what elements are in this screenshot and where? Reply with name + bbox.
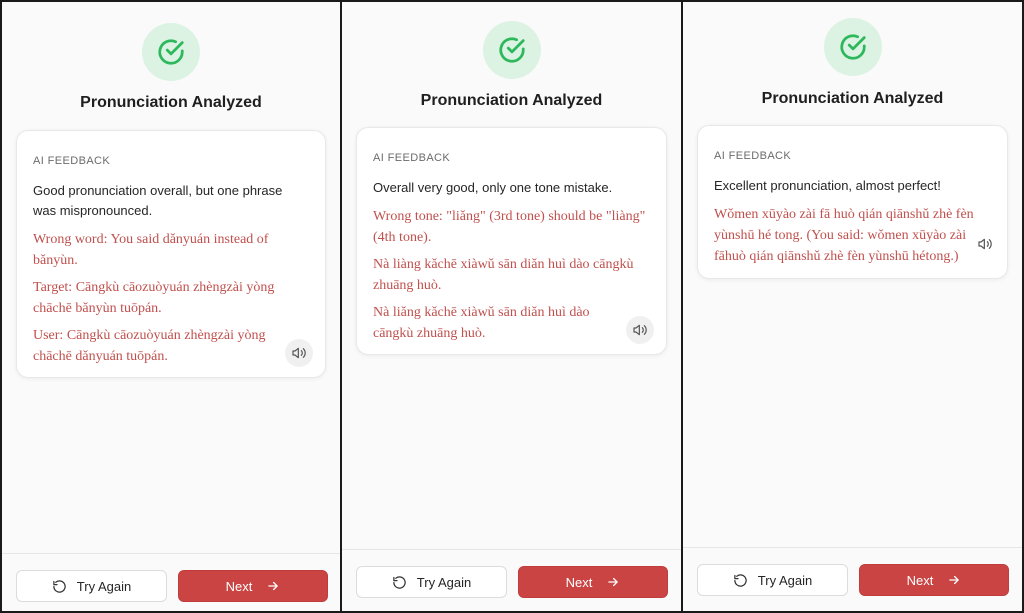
play-audio-button[interactable] (971, 230, 999, 258)
feedback-summary: Overall very good, only one tone mistake. (373, 180, 613, 195)
next-label: Next (565, 574, 593, 590)
feedback-detail: User: Cāngkù cāozuòyuán zhèngzài yòng chāchē dǎnyuán tuōpán. (33, 328, 266, 364)
success-badge (824, 18, 882, 76)
feedback-panel (0, 0, 342, 613)
arrow-right-icon (947, 573, 961, 587)
feedback-detail: Wǒmen xūyào zài fā huò qián qiānshǔ zhè fèn yùnshū hé tong. (You said: wǒmen xūyào zài fāhuò qián qiānshǔ zhè fèn yùnshū hétong.) (714, 207, 974, 264)
next-label: Next (225, 578, 253, 594)
try-again-button[interactable] (16, 570, 167, 602)
check-circle-icon (497, 35, 527, 65)
feedback-panel (340, 0, 683, 613)
feedback-card (356, 127, 667, 355)
feedback-panel (681, 0, 1024, 613)
feedback-detail: Target: Cāngkù cāozuòyuán zhèngzài yòng chāchē bǎnyùn tuōpán. (33, 280, 275, 316)
card-label: AI FEEDBACK (714, 150, 792, 162)
next-button[interactable] (518, 566, 668, 598)
speaker-icon (977, 236, 993, 252)
card-label: AI FEEDBACK (373, 152, 451, 164)
feedback-card (697, 125, 1008, 279)
arrow-right-icon (606, 575, 620, 589)
speaker-icon (632, 322, 648, 338)
try-again-label: Try Again (416, 574, 472, 590)
feedback-card (16, 130, 326, 378)
success-badge (142, 23, 200, 81)
success-badge (483, 21, 541, 79)
retry-icon (733, 573, 748, 588)
page-title: Pronunciation Analyzed (761, 90, 944, 107)
arrow-right-icon (266, 579, 280, 593)
try-again-label: Try Again (757, 572, 813, 588)
page-title: Pronunciation Analyzed (420, 92, 603, 109)
try-again-button[interactable] (356, 566, 507, 598)
retry-icon (52, 579, 67, 594)
retry-icon (392, 575, 407, 590)
check-circle-icon (838, 32, 868, 62)
play-audio-button[interactable] (626, 316, 654, 344)
next-button[interactable] (859, 564, 1009, 596)
speaker-icon (291, 345, 307, 361)
page-title: Pronunciation Analyzed (80, 94, 262, 111)
feedback-detail: Wrong word: You said dǎnyuán instead of bǎnyùn. (33, 232, 269, 268)
check-circle-icon (156, 37, 186, 67)
action-footer (2, 553, 340, 611)
try-again-button[interactable] (697, 564, 848, 596)
next-label: Next (906, 572, 934, 588)
feedback-detail: Nà liàng kǎchē xiàwǔ sān diǎn huì dào cāngkù zhuāng huò. (373, 257, 634, 293)
feedback-summary: Good pronunciation overall, but one phrase was mispronounced. (33, 183, 283, 218)
action-footer (683, 547, 1022, 611)
card-label: AI FEEDBACK (33, 155, 111, 167)
try-again-label: Try Again (76, 578, 132, 594)
feedback-detail: Wrong tone: "liǎng" (3rd tone) should be "liàng" (4th tone). (373, 209, 646, 245)
action-footer (342, 549, 681, 611)
feedback-detail: Nà liǎng kǎchē xiàwǔ sān diǎn huì dào cāngkù zhuāng huò. (373, 305, 590, 341)
next-button[interactable] (178, 570, 328, 602)
play-audio-button[interactable] (285, 339, 313, 367)
feedback-summary: Excellent pronunciation, almost perfect! (714, 178, 941, 193)
